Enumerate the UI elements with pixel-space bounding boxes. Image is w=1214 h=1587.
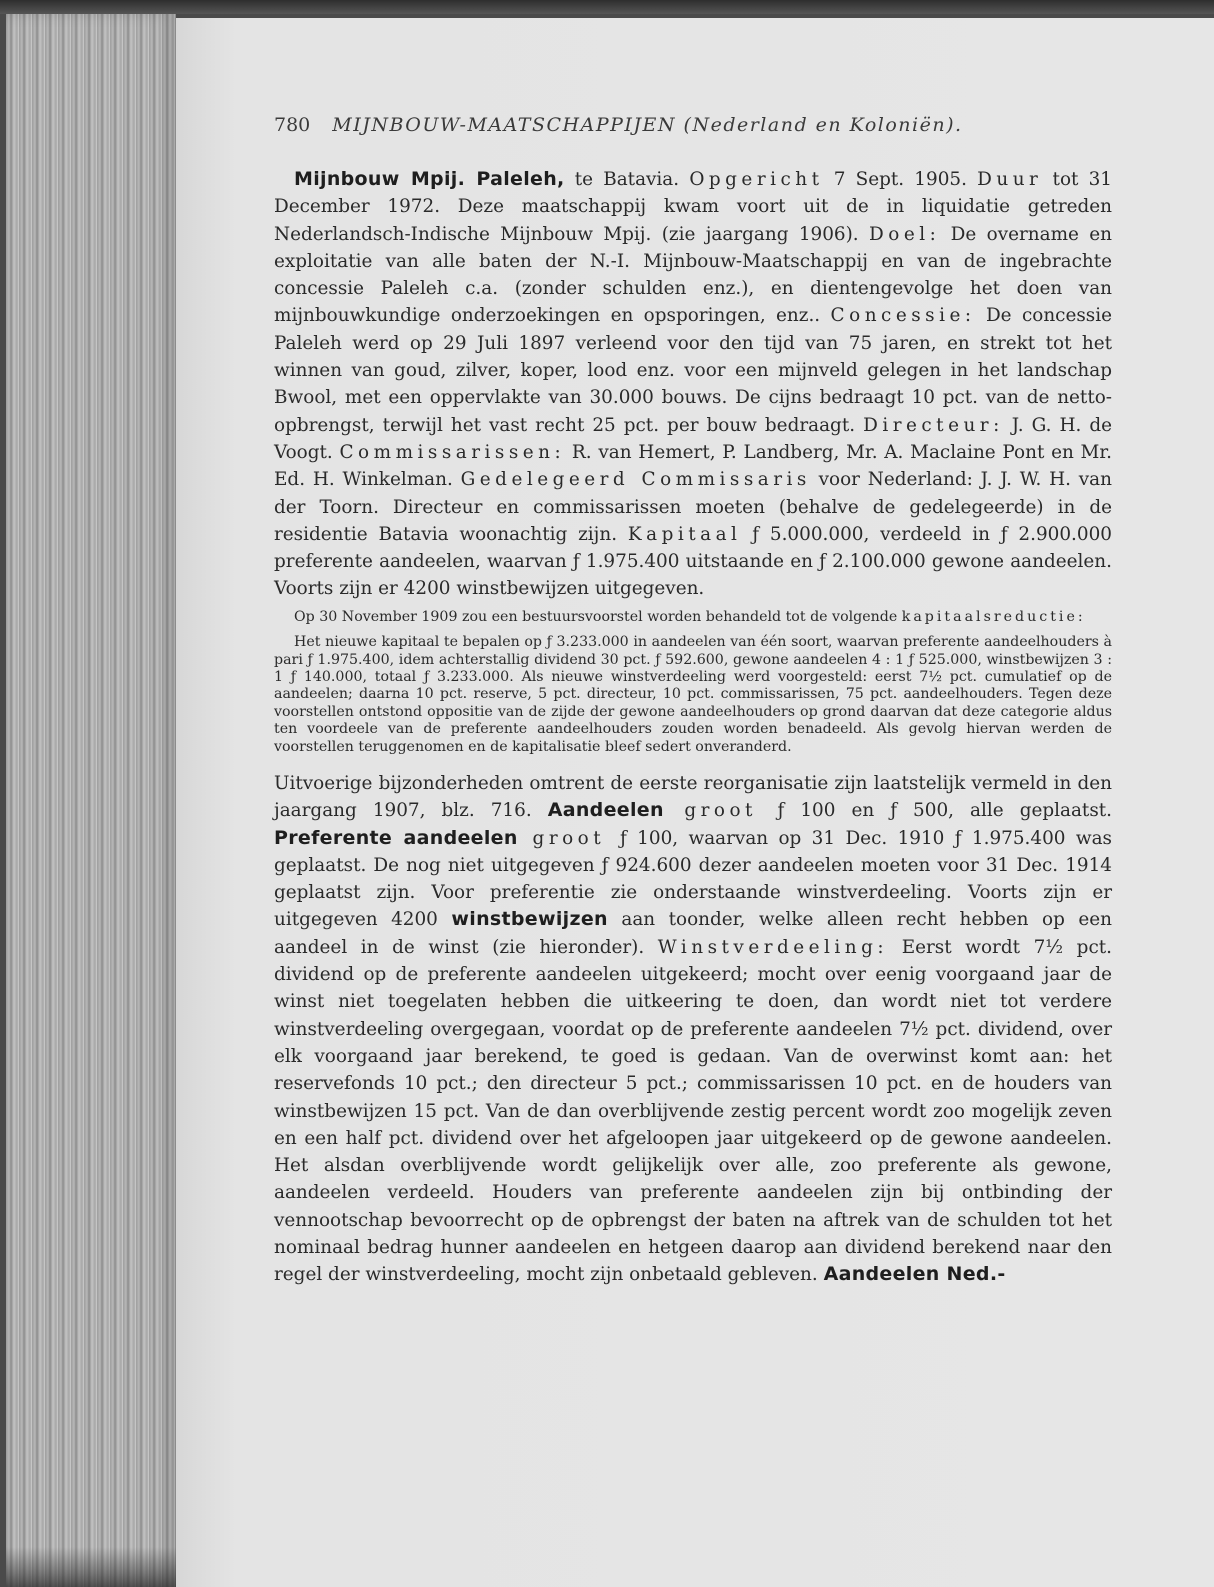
entry-paragraph-shares: Uitvoerige bijzonderheden omtrent de eerste reorganisatie zijn laatstelijk vermeld in den jaargang 1907, blz. 716. Aandeelen groot ƒ 100 en ƒ 500, alle geplaatst. Preferente aandeelen groot ƒ 100, waarvan op 31 Dec. 1910 ƒ 1.975.400 was geplaatst. De nog niet uitgegeven ƒ 924.600 dezer aandeelen moeten voor 31 Dec. 1914 geplaatst zijn. Voor preferentie zie onderstaande winstverdeeling. Voorts zijn er uitgegeven 4200 winstbewijzen aan toonder, welke alleen recht hebben op een aandeel in de winst (zie hieronder). Winstverdeeling: Eerst wordt 7½ pct. dividend op de preferente aandeelen uitgekeerd; mocht over eenig voorgaand jaar de winst niet toegelaten hebben die uitkeering te doen, dan wordt niet tot verdere winstverdeeling overgegaan, voordat op de preferente aandeelen 7½ pct. dividend, over elk voorgaand jaar berekend, te goed is gedaan. Van de overwinst komt aan: het reservefonds 10 pct.; den directeur 5 pct.; commissarissen 10 pct. en de houders van winstbewijzen 15 pct. Van de dan overblijvende zestig percent wordt zoo mogelijk zeven en een half pct. dividend over het afgeloopen jaar uitgekeerd op de gewone aandeelen. Het alsdan overblijvende wordt gelijkelijk over alle, zoo preferente als gewone, aandeelen verdeeld. Houders van preferente aandeelen zijn bij ontbinding der vennootschap bevoorrecht op de opbrengst der baten na aftrek van de schulden tot het nominaal bedrag hunner aandeelen en hetgeen daarop aan dividend berekend naar den regel der winstverdeeling, mocht zijn onbetaald gebleven. Aandeelen Ned.- bbox=[274, 773, 1112, 1286]
label-opgericht: Opgericht bbox=[689, 169, 824, 190]
page-number: 780 bbox=[274, 114, 311, 136]
heading-aandeelen: Aandeelen bbox=[547, 799, 664, 822]
entry-paragraph-general: Mijnbouw Mpij. Paleleh, te Batavia. Opgericht 7 Sept. 1905. Duur tot 31 December 1972. Deze maatschappij kwam voort uit de in liquidatie getreden Nederlandsch-Indische Mijnbouw Mpij. (zie jaargang 1906). Doel: De overname en exploitatie van alle baten der N.-I. Mijnbouw-Maatschappij en van de ingebrachte concessie Paleleh c.a. (zonder schulden enz.), en dientengevolge het doen van mijnbouwkundige onderzoekingen en opsporingen, enz.. Concessie: De concessie Paleleh werd op 29 Juli 1897 verleend voor den tijd van 75 jaren, en strekt tot het winnen van goud, zilver, koper, lood enz. voor een mijnveld gelegen in het landschap Bwool, met een oppervlakte van 30.000 bouws. De cijns bedraagt 10 pct. van de netto-opbrengst, terwijl het vast recht 25 pct. per bouw bedraagt. Directeur: J. G. H. de Voogt. Commissarissen: R. van Hemert, P. Landberg, Mr. A. Maclaine Pont en Mr. Ed. H. Winkelman. Gedelegeerd Commissaris voor Nederland: J. J. W. H. van der Toorn. Directeur en commissarissen moeten (behalve de gedelegeerde) in de residentie Batavia woonachtig zijn. Kapitaal ƒ 5.000.000, verdeeld in ƒ 2.900.000 preferente aandeelen, waarvan ƒ 1.975.400 uitstaande en ƒ 2.100.000 gewone aandeelen. Voorts zijn er 4200 winstbewijzen uitgegeven. bbox=[274, 168, 1112, 600]
note-kapitaalsreductie-details: Het nieuwe kapitaal te bepalen op ƒ 3.233.000 in aandeelen van één soort, waarvan preferente aandeelhouders à pari ƒ 1.975.400, idem achterstallig dividend 30 pct. ƒ 592.600, gewone aandeelen 4 : 1 ƒ 525.000, winstbewijzen 3 : 1 ƒ 140.000, totaal ƒ 3.233.000. Als nieuwe winstverdeeling werd voorgesteld: eerst 7½ pct. cumulatief op de aandeelen; daarna 10 pct. reserve, 5 pct. directeur, 10 pct. commissarissen, 75 pct. aandeelhouders. Tegen deze voorstellen ontstond oppositie van de zijde der gewone aandeelhouders op grond daarvan dat deze categorie aldus ten voordeele van de preferente aandeelhouders zouden worden benadeeld. Als gevolg hiervan werden de voorstellen teruggenomen en de kapitalisatie bleef sedert onveranderd. bbox=[274, 634, 1112, 755]
label-directeur: Directeur: bbox=[863, 414, 1004, 436]
label-doel: Doel: bbox=[869, 223, 941, 245]
label-duur: Duur bbox=[977, 169, 1043, 190]
book-page bbox=[176, 18, 1214, 1587]
label-winstverdeeling: Winstverdeeling: bbox=[657, 936, 889, 958]
heading-next-entry: Aandeelen Ned.- bbox=[823, 1263, 1006, 1286]
label-gedelegeerd-commissaris: Gedelegeerd Commissaris bbox=[460, 469, 811, 491]
company-name-heading: Mijnbouw Mpij. Paleleh, bbox=[294, 168, 565, 190]
label-kapitaal: Kapitaal bbox=[627, 523, 742, 545]
note-kapitaalsreductie-intro: Op 30 November 1909 zou een bestuursvoorstel worden behandeld tot de volgende kapitaalsreductie: bbox=[294, 608, 1086, 625]
label-kapitaalsreductie: kapitaalsreductie: bbox=[901, 608, 1086, 625]
label-commissarissen: Commissarissen: bbox=[339, 441, 566, 463]
page-edges-stack bbox=[6, 14, 176, 1587]
heading-preferente-aandeelen: Preferente aandeelen bbox=[274, 826, 518, 849]
page-content bbox=[274, 114, 1112, 1289]
running-header bbox=[274, 114, 1112, 136]
heading-winstbewijzen: winstbewijzen bbox=[451, 908, 608, 931]
scanner-top-edge bbox=[0, 0, 1214, 14]
label-concessie: Concessie: bbox=[830, 305, 976, 327]
running-title: MIJNBOUW-MAATSCHAPPIJEN (Nederland en Koloniën). bbox=[332, 114, 963, 136]
